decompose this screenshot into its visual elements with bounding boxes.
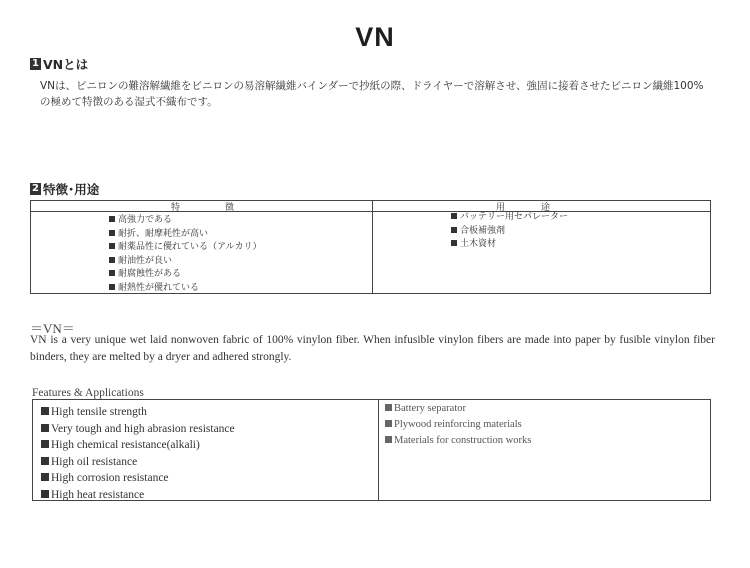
page-title: VN xyxy=(355,22,395,52)
list-item: Battery separator xyxy=(385,401,531,417)
applications-list-en xyxy=(385,401,531,449)
square-bullet-icon xyxy=(41,440,49,448)
square-bullet-icon xyxy=(41,457,49,465)
square-bullet-icon xyxy=(109,216,115,222)
features-list-jp xyxy=(109,214,262,295)
list-item: 土木資材 xyxy=(451,238,568,252)
english-title: ＝VN＝ xyxy=(30,321,75,336)
features-applications-table-jp xyxy=(30,200,711,294)
table-divider xyxy=(378,400,379,500)
square-bullet-icon xyxy=(41,424,49,432)
square-bullet-icon xyxy=(451,240,457,246)
section-1-text: VNは、ビニロンの難溶解繊維をビニロンの易溶解繊維バインダーで抄紙の際、ドライヤーで溶解させ、強固に接着させたビニロン繊維100%の極めて特徴のある湿式不織布です。 xyxy=(40,80,704,108)
list-item: 耐腐蝕性がある xyxy=(109,268,262,282)
section-heading-1 xyxy=(30,55,88,73)
square-bullet-icon xyxy=(385,420,392,427)
features-applications-title: Features & Applications xyxy=(32,387,144,399)
features-list-en xyxy=(41,404,235,503)
section-number-1: 1 xyxy=(30,58,41,70)
list-item: Materials for construction works xyxy=(385,433,531,449)
section-heading-2 xyxy=(30,180,99,198)
list-item: High oil resistance xyxy=(41,454,235,471)
list-item: 高強力である xyxy=(109,214,262,228)
square-bullet-icon xyxy=(385,404,392,411)
table-divider xyxy=(372,201,373,293)
square-bullet-icon xyxy=(41,473,49,481)
square-bullet-icon xyxy=(451,227,457,233)
square-bullet-icon xyxy=(41,407,49,415)
features-column-header: 特 徴 xyxy=(171,203,235,213)
list-item: 耐折、耐摩耗性が高い xyxy=(109,228,262,242)
list-item: High heat resistance xyxy=(41,487,235,504)
square-bullet-icon xyxy=(109,270,115,276)
list-item: 耐熱性が優れている xyxy=(109,282,262,296)
list-item: High corrosion resistance xyxy=(41,470,235,487)
list-item: High chemical resistance(alkali) xyxy=(41,437,235,454)
section-number-2: 2 xyxy=(30,183,41,195)
list-item: 合板補強剤 xyxy=(451,225,568,239)
applications-column-header: 用 途 xyxy=(496,203,551,213)
square-bullet-icon xyxy=(109,243,115,249)
square-bullet-icon xyxy=(109,284,115,290)
table-header-rule xyxy=(31,211,710,212)
section-heading-2-label: 特徴･用途 xyxy=(43,182,100,197)
square-bullet-icon xyxy=(385,436,392,443)
features-applications-table-en xyxy=(32,399,711,501)
list-item: High tensile strength xyxy=(41,404,235,421)
list-item: Plywood reinforcing materials xyxy=(385,417,531,433)
list-item: バッテリー用セパレーター xyxy=(451,211,568,225)
english-description: VN is a very unique wet laid nonwoven fabric of 100% vinylon fiber. When infusible vinylon fibers are made into paper by fusible vinylon fiber binders, they are melted by a dryer and adhered strongly. xyxy=(30,334,715,363)
list-item: 耐薬品性に優れている（アルカリ） xyxy=(109,241,262,255)
list-item: Very tough and high abrasion resistance xyxy=(41,421,235,438)
section-heading-1-label: VNとは xyxy=(43,57,89,72)
applications-list-jp xyxy=(451,211,568,252)
list-item: 耐油性が良い xyxy=(109,255,262,269)
square-bullet-icon xyxy=(41,490,49,498)
square-bullet-icon xyxy=(109,257,115,263)
square-bullet-icon xyxy=(451,213,457,219)
square-bullet-icon xyxy=(109,230,115,236)
